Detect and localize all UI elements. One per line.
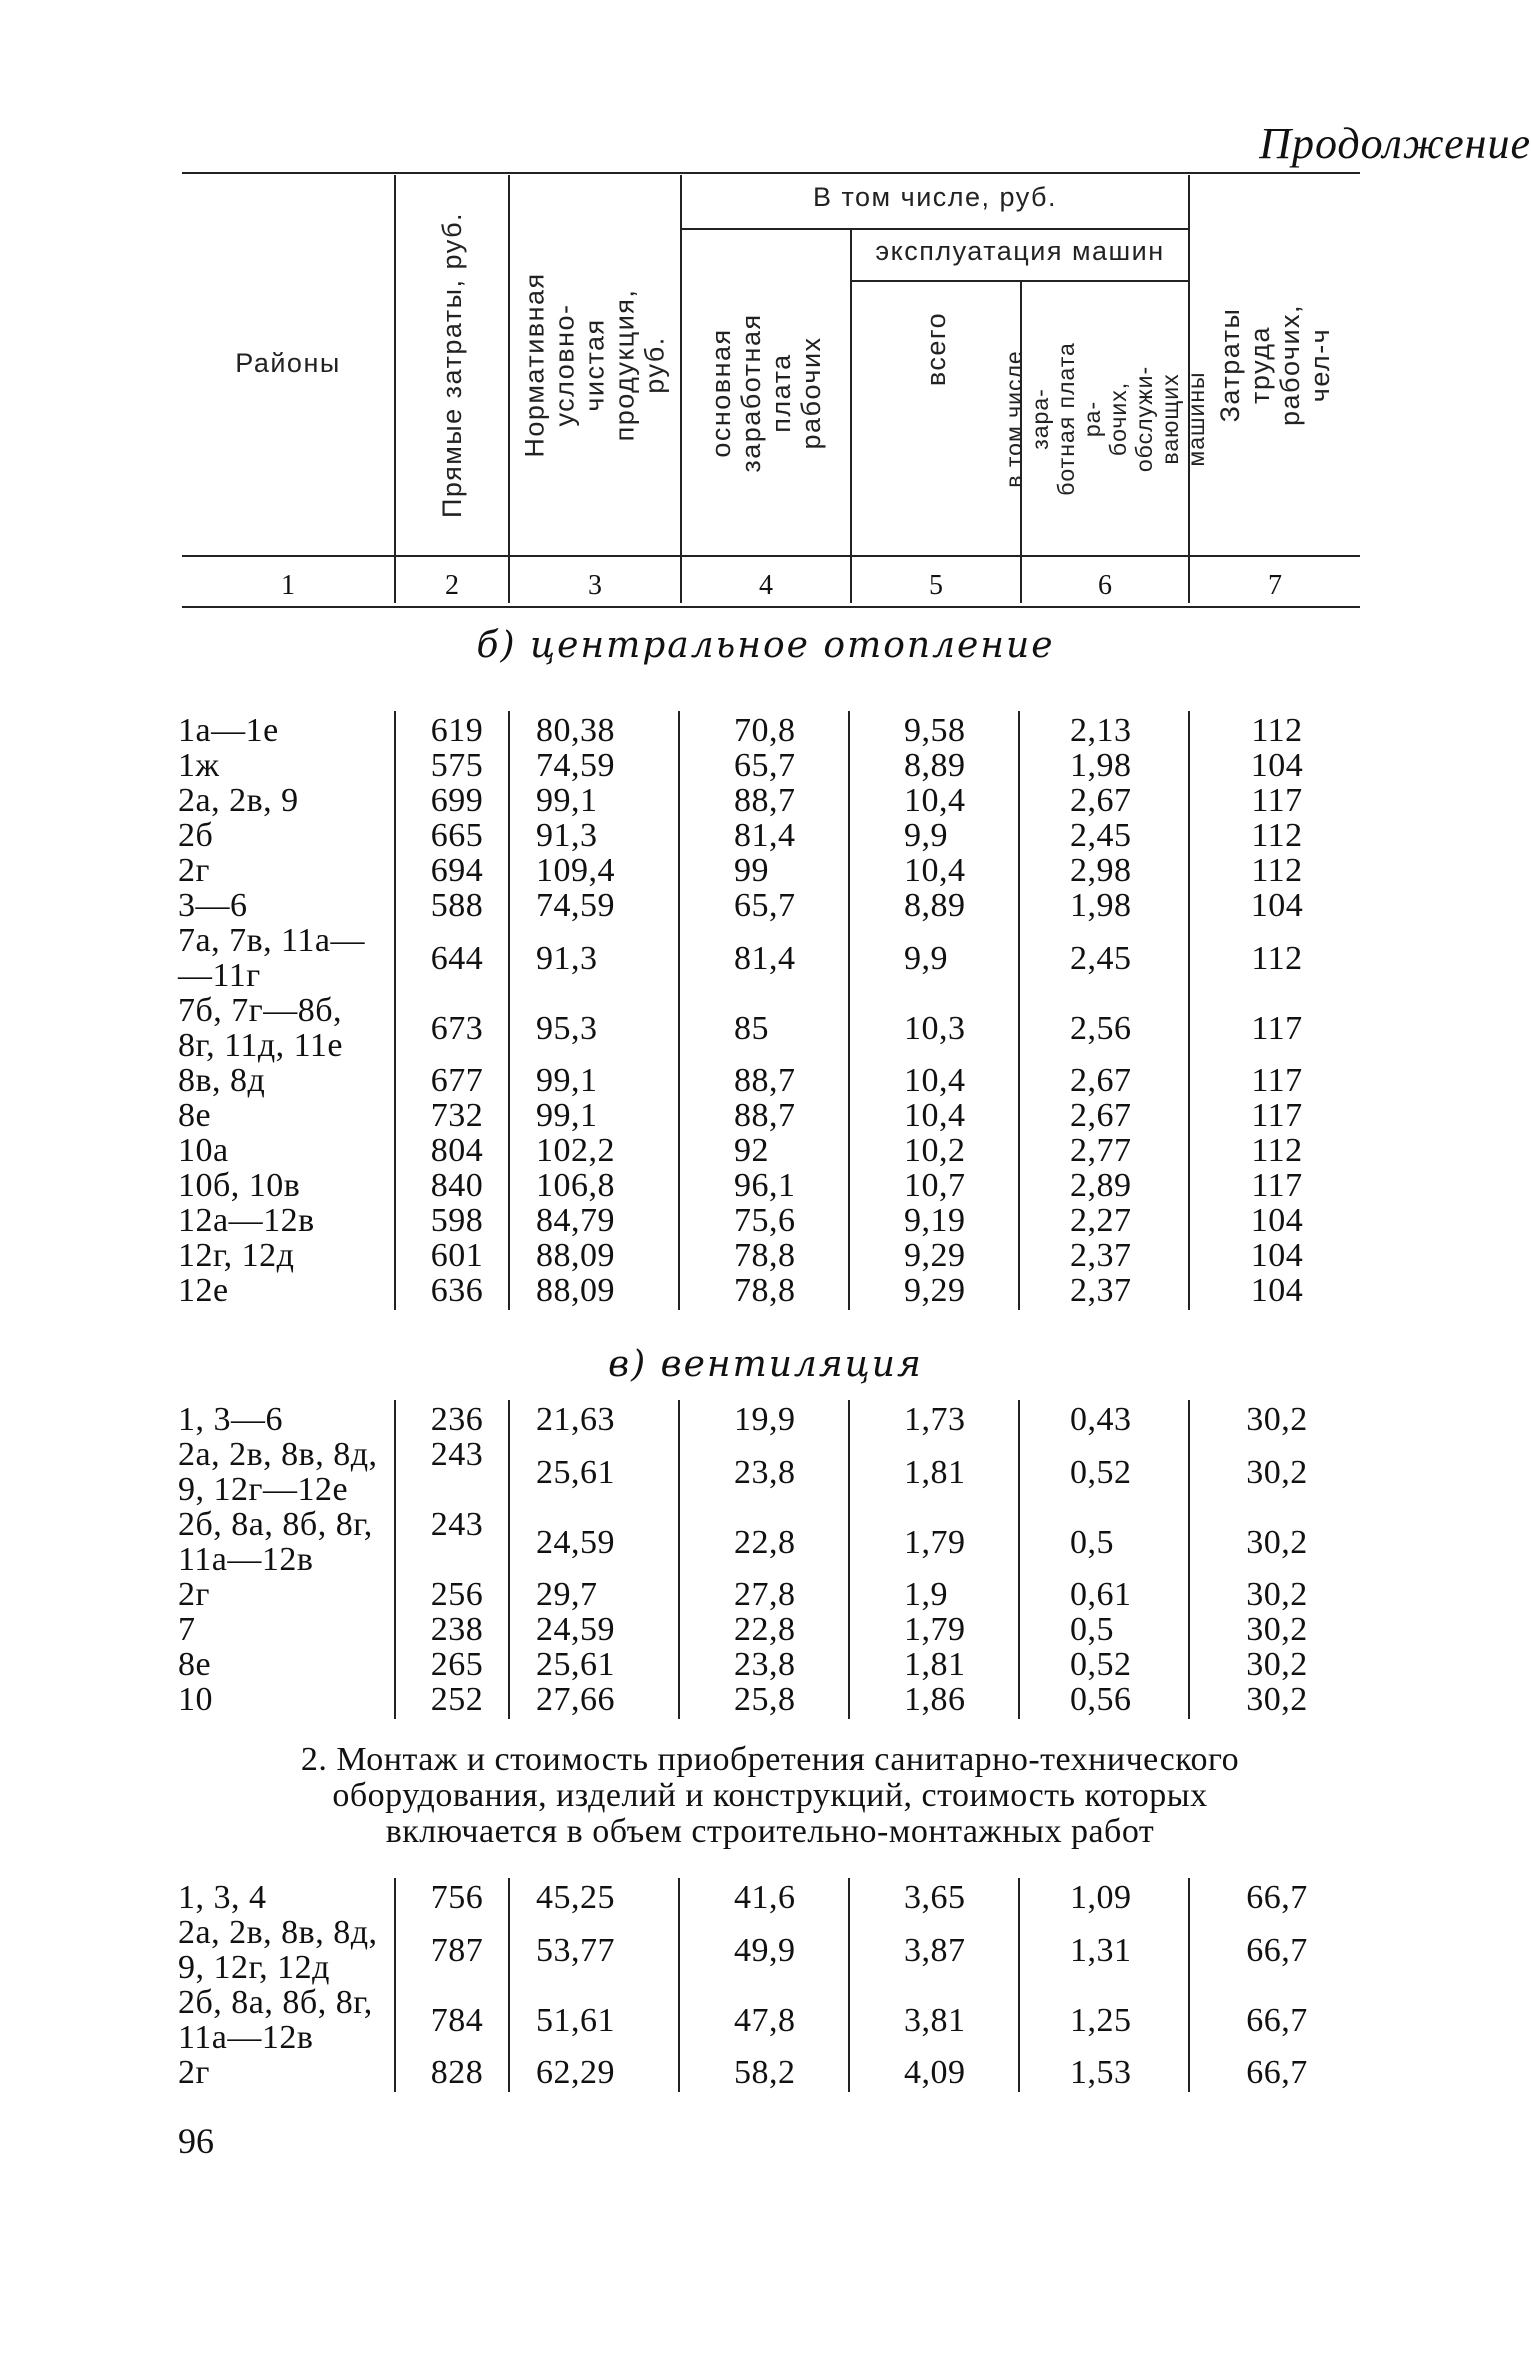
value-cell: 23,8 xyxy=(734,1453,796,1491)
value-cell: 112 xyxy=(1251,939,1303,977)
column-divider xyxy=(1018,1878,1020,2092)
value-cell: 1,9 xyxy=(904,1576,948,1613)
value-cell: 27,8 xyxy=(734,1576,796,1613)
value-cell: 91,3 xyxy=(536,939,598,977)
header-labor: Затраты труда рабочих, чел-ч xyxy=(1215,303,1335,427)
value-cell: 1,81 xyxy=(904,1453,966,1491)
table-row xyxy=(178,748,1360,783)
column-divider xyxy=(394,711,396,1310)
value-cell: 30,2 xyxy=(1246,1453,1308,1491)
column-divider xyxy=(1188,1400,1190,1719)
value-cell: 109,4 xyxy=(536,852,615,889)
value-cell: 117 xyxy=(1251,782,1303,819)
region-cell: 12а—12в xyxy=(178,1202,315,1239)
region-cell: 8в, 8д xyxy=(178,1062,266,1099)
table-top-rule xyxy=(182,172,1360,174)
region-cell: 2б, 8а, 8б, 8г, 11а—12в xyxy=(178,1984,373,2056)
value-cell: 2,27 xyxy=(1070,1202,1132,1239)
header-incl: В том числе, руб. xyxy=(812,182,1058,212)
value-cell: 10,4 xyxy=(904,1097,966,1134)
value-cell: 575 xyxy=(430,747,484,784)
value-cell: 10,4 xyxy=(904,1062,966,1099)
region-cell: 2б xyxy=(178,817,214,854)
value-cell: 99,1 xyxy=(536,782,598,819)
header-incl-wages: в том числе зара- ботная плата ра- бочих, обслужи- вающих машины xyxy=(1001,341,1209,496)
value-cell: 47,8 xyxy=(734,2001,796,2039)
value-cell: 30,2 xyxy=(1246,1681,1308,1718)
col-number: 6 xyxy=(1098,570,1112,601)
value-cell: 66,7 xyxy=(1246,2054,1308,2091)
value-cell: 106,8 xyxy=(536,1167,615,1204)
value-cell: 104 xyxy=(1250,1237,1304,1274)
value-cell: 0,52 xyxy=(1070,1646,1132,1683)
region-cell: 7б, 7г—8б, 8г, 11д, 11е xyxy=(178,992,343,1064)
value-cell: 75,6 xyxy=(734,1202,796,1239)
value-cell: 2,56 xyxy=(1070,1009,1132,1047)
region-cell: 3—6 xyxy=(178,887,248,924)
value-cell: 45,25 xyxy=(536,1879,615,1916)
table-row xyxy=(178,923,1360,993)
column-divider xyxy=(848,1878,850,2092)
value-cell: 104 xyxy=(1250,887,1304,924)
column-divider xyxy=(1018,711,1020,1310)
value-cell: 10,3 xyxy=(904,1009,966,1047)
table-row xyxy=(178,2055,1360,2090)
value-cell: 66,7 xyxy=(1246,1931,1308,1969)
value-cell: 112 xyxy=(1251,1132,1303,1169)
table-row xyxy=(178,713,1360,748)
value-cell: 104 xyxy=(1250,747,1304,784)
region-cell: 10 xyxy=(178,1681,213,1718)
value-cell: 70,8 xyxy=(734,712,796,749)
value-cell: 49,9 xyxy=(734,1931,796,1969)
value-cell: 1,98 xyxy=(1070,747,1132,784)
value-cell: 25,61 xyxy=(536,1646,615,1683)
value-cell: 1,09 xyxy=(1070,1879,1132,1916)
table-row xyxy=(178,1098,1360,1133)
value-cell: 2,77 xyxy=(1070,1132,1132,1169)
region-cell: 1ж xyxy=(178,747,220,784)
table-row xyxy=(178,1133,1360,1168)
value-cell: 104 xyxy=(1250,1202,1304,1239)
value-cell: 117 xyxy=(1251,1009,1303,1047)
table-row xyxy=(178,1063,1360,1098)
table-row xyxy=(178,853,1360,888)
value-cell: 27,66 xyxy=(536,1681,615,1718)
value-cell: 644 xyxy=(430,939,484,977)
page-number: 96 xyxy=(178,2121,214,2161)
table-row xyxy=(178,1402,1360,1437)
value-cell: 102,2 xyxy=(536,1132,615,1169)
value-cell: 95,3 xyxy=(536,1009,598,1047)
value-cell: 25,8 xyxy=(734,1681,796,1718)
table-row xyxy=(178,818,1360,853)
value-cell: 80,38 xyxy=(536,712,615,749)
table-heating xyxy=(178,713,1360,1308)
value-cell: 53,77 xyxy=(536,1931,615,1969)
value-cell: 74,59 xyxy=(536,887,615,924)
region-cell: 12е xyxy=(178,1272,229,1309)
value-cell: 112 xyxy=(1251,852,1303,889)
value-cell: 9,29 xyxy=(904,1237,966,1274)
value-cell: 99 xyxy=(734,852,769,889)
value-cell: 78,8 xyxy=(734,1272,796,1309)
value-cell: 8,89 xyxy=(904,747,966,784)
table-row xyxy=(178,1273,1360,1308)
value-cell: 252 xyxy=(430,1681,484,1718)
value-cell: 9,9 xyxy=(904,817,948,854)
value-cell: 243 xyxy=(430,1436,484,1473)
col-number: 7 xyxy=(1268,570,1282,601)
value-cell: 88,7 xyxy=(734,1097,796,1134)
value-cell: 62,29 xyxy=(536,2054,615,2091)
value-cell: 3,87 xyxy=(904,1931,966,1969)
table-row xyxy=(178,1647,1360,1682)
colnum-bottom-rule xyxy=(182,606,1360,608)
value-cell: 2,67 xyxy=(1070,1062,1132,1099)
region-cell: 2г xyxy=(178,2054,210,2091)
value-cell: 112 xyxy=(1251,712,1303,749)
value-cell: 1,86 xyxy=(904,1681,966,1718)
value-cell: 2,37 xyxy=(1070,1237,1132,1274)
region-cell: 2а, 2в, 8в, 8д, 9, 12г—12е xyxy=(178,1436,378,1508)
value-cell: 9,29 xyxy=(904,1272,966,1309)
value-cell: 665 xyxy=(430,817,484,854)
value-cell: 88,09 xyxy=(536,1237,615,1274)
value-cell: 828 xyxy=(430,2054,484,2091)
value-cell: 256 xyxy=(430,1576,484,1613)
table-row xyxy=(178,993,1360,1063)
value-cell: 636 xyxy=(430,1272,484,1309)
value-cell: 96,1 xyxy=(734,1167,796,1204)
value-cell: 9,9 xyxy=(904,939,948,977)
value-cell: 588 xyxy=(430,887,484,924)
value-cell: 30,2 xyxy=(1246,1401,1308,1438)
table-row xyxy=(178,888,1360,923)
column-divider xyxy=(848,1400,850,1719)
value-cell: 81,4 xyxy=(734,817,796,854)
header-total: всего xyxy=(921,311,952,386)
region-cell: 1а—1е xyxy=(178,712,279,749)
region-cell: 8е xyxy=(178,1646,212,1683)
value-cell: 21,63 xyxy=(536,1401,615,1438)
value-cell: 30,2 xyxy=(1246,1646,1308,1683)
value-cell: 0,52 xyxy=(1070,1453,1132,1491)
value-cell: 756 xyxy=(430,1879,484,1916)
value-cell: 117 xyxy=(1251,1097,1303,1134)
value-cell: 22,8 xyxy=(734,1611,796,1648)
value-cell: 0,5 xyxy=(1070,1523,1114,1561)
value-cell: 598 xyxy=(430,1202,484,1239)
value-cell: 3,81 xyxy=(904,2001,966,2039)
region-cell: 2а, 2в, 8в, 8д, 9, 12г, 12д xyxy=(178,1914,378,1986)
value-cell: 24,59 xyxy=(536,1611,615,1648)
value-cell: 10,4 xyxy=(904,782,966,819)
table-row xyxy=(178,1682,1360,1717)
value-cell: 601 xyxy=(430,1237,484,1274)
table-row xyxy=(178,1915,1360,1985)
column-divider xyxy=(508,1400,510,1719)
value-cell: 65,7 xyxy=(734,887,796,924)
value-cell: 4,09 xyxy=(904,2054,966,2091)
col-number: 4 xyxy=(759,570,773,601)
value-cell: 51,61 xyxy=(536,2001,615,2039)
table-row xyxy=(178,1507,1360,1577)
value-cell: 2,37 xyxy=(1070,1272,1132,1309)
value-cell: 238 xyxy=(430,1611,484,1648)
table-row xyxy=(178,783,1360,818)
region-cell: 10б, 10в xyxy=(178,1167,301,1204)
value-cell: 694 xyxy=(430,852,484,889)
value-cell: 1,31 xyxy=(1070,1931,1132,1969)
column-divider xyxy=(394,1400,396,1719)
value-cell: 88,09 xyxy=(536,1272,615,1309)
value-cell: 699 xyxy=(430,782,484,819)
value-cell: 88,7 xyxy=(734,1062,796,1099)
value-cell: 88,7 xyxy=(734,782,796,819)
value-cell: 673 xyxy=(430,1009,484,1047)
value-cell: 1,25 xyxy=(1070,2001,1132,2039)
value-cell: 112 xyxy=(1251,817,1303,854)
value-cell: 1,53 xyxy=(1070,2054,1132,2091)
section-title-heating: б) центральное отопление xyxy=(476,625,1055,666)
value-cell: 840 xyxy=(430,1167,484,1204)
value-cell: 0,56 xyxy=(1070,1681,1132,1718)
value-cell: 677 xyxy=(430,1062,484,1099)
region-cell: 2г xyxy=(178,1576,210,1613)
value-cell: 1,79 xyxy=(904,1523,966,1561)
value-cell: 30,2 xyxy=(1246,1523,1308,1561)
value-cell: 92 xyxy=(734,1132,769,1169)
value-cell: 85 xyxy=(734,1009,769,1047)
value-cell: 84,79 xyxy=(536,1202,615,1239)
value-cell: 787 xyxy=(430,1931,484,1969)
value-cell: 9,58 xyxy=(904,712,966,749)
value-cell: 265 xyxy=(430,1646,484,1683)
value-cell: 2,89 xyxy=(1070,1167,1132,1204)
region-cell: 7а, 7в, 11а— —11г xyxy=(178,922,365,994)
header-wages: основная заработная плата рабочих xyxy=(706,312,826,473)
value-cell: 1,79 xyxy=(904,1611,966,1648)
column-divider xyxy=(508,711,510,1310)
value-cell: 58,2 xyxy=(734,2054,796,2091)
value-cell: 784 xyxy=(430,2001,484,2039)
region-cell: 1, 3—6 xyxy=(178,1401,283,1438)
value-cell: 29,7 xyxy=(536,1576,598,1613)
column-divider xyxy=(394,1878,396,2092)
region-cell: 12г, 12д xyxy=(178,1237,295,1274)
value-cell: 9,19 xyxy=(904,1202,966,1239)
value-cell: 236 xyxy=(430,1401,484,1438)
table-ventilation xyxy=(178,1402,1360,1717)
table-row xyxy=(178,1612,1360,1647)
continued-label: Продолжение xyxy=(1259,119,1531,168)
value-cell: 243 xyxy=(430,1506,484,1543)
value-cell: 23,8 xyxy=(734,1646,796,1683)
value-cell: 104 xyxy=(1250,1272,1304,1309)
value-cell: 81,4 xyxy=(734,939,796,977)
value-cell: 2,67 xyxy=(1070,782,1132,819)
value-cell: 78,8 xyxy=(734,1237,796,1274)
value-cell: 41,6 xyxy=(734,1879,796,1916)
value-cell: 30,2 xyxy=(1246,1611,1308,1648)
value-cell: 117 xyxy=(1251,1062,1303,1099)
table-row xyxy=(178,1577,1360,1612)
value-cell: 10,2 xyxy=(904,1132,966,1169)
column-divider xyxy=(1188,1878,1190,2092)
value-cell: 1,81 xyxy=(904,1646,966,1683)
value-cell: 65,7 xyxy=(734,747,796,784)
region-cell: 1, 3, 4 xyxy=(178,1879,267,1916)
value-cell: 22,8 xyxy=(734,1523,796,1561)
value-cell: 1,98 xyxy=(1070,887,1132,924)
col-number: 3 xyxy=(588,570,602,601)
value-cell: 19,9 xyxy=(734,1401,796,1438)
column-divider xyxy=(678,1878,680,2092)
column-divider xyxy=(848,711,850,1310)
header-bottom-rule xyxy=(182,555,1360,557)
region-cell: 2г xyxy=(178,852,210,889)
value-cell: 2,98 xyxy=(1070,852,1132,889)
region-cell: 10а xyxy=(178,1132,229,1169)
column-divider xyxy=(678,1400,680,1719)
col-number: 5 xyxy=(929,570,943,601)
value-cell: 30,2 xyxy=(1246,1576,1308,1613)
table-row xyxy=(178,1168,1360,1203)
table-row xyxy=(178,1985,1360,2055)
value-cell: 99,1 xyxy=(536,1062,598,1099)
column-divider xyxy=(508,1878,510,2092)
header-normative: Нормативная условно- чистая продукция, руб. xyxy=(520,272,671,458)
header-region: Районы xyxy=(235,348,341,378)
value-cell: 2,67 xyxy=(1070,1097,1132,1134)
value-cell: 74,59 xyxy=(536,747,615,784)
region-cell: 2б, 8а, 8б, 8г, 11а—12в xyxy=(178,1506,373,1578)
table-row xyxy=(178,1880,1360,1915)
value-cell: 0,5 xyxy=(1070,1611,1114,1648)
region-cell: 7 xyxy=(178,1611,196,1648)
header-direct-costs: Прямые затраты, руб. xyxy=(437,211,467,519)
value-cell: 25,61 xyxy=(536,1453,615,1491)
region-cell: 2а, 2в, 9 xyxy=(178,782,299,819)
value-cell: 117 xyxy=(1251,1167,1303,1204)
value-cell: 24,59 xyxy=(536,1523,615,1561)
value-cell: 2,45 xyxy=(1070,817,1132,854)
value-cell: 2,13 xyxy=(1070,712,1132,749)
value-cell: 99,1 xyxy=(536,1097,598,1134)
section-title-ventilation: в) вентиляция xyxy=(608,1344,923,1385)
header-machines: эксплуатация машин xyxy=(875,236,1165,266)
table-row xyxy=(178,1437,1360,1507)
value-cell: 10,7 xyxy=(904,1167,966,1204)
value-cell: 0,43 xyxy=(1070,1401,1132,1438)
value-cell: 804 xyxy=(430,1132,484,1169)
region-cell: 8е xyxy=(178,1097,212,1134)
section-title-installation: 2. Монтаж и стоимость приобретения санитарно-технического оборудования, изделий и конструкций, стоимость которых включается в объем строительно-монтажных работ xyxy=(300,1741,1240,1850)
table-row xyxy=(178,1238,1360,1273)
column-divider xyxy=(1018,1400,1020,1719)
column-divider xyxy=(678,711,680,1310)
value-cell: 66,7 xyxy=(1246,1879,1308,1916)
value-cell: 1,73 xyxy=(904,1401,966,1438)
table-installation xyxy=(178,1880,1360,2090)
value-cell: 66,7 xyxy=(1246,2001,1308,2039)
value-cell: 2,45 xyxy=(1070,939,1132,977)
col-number: 2 xyxy=(445,570,459,601)
col-number: 1 xyxy=(281,570,295,601)
column-divider xyxy=(1188,711,1190,1310)
value-cell: 91,3 xyxy=(536,817,598,854)
value-cell: 0,61 xyxy=(1070,1576,1132,1613)
value-cell: 10,4 xyxy=(904,852,966,889)
value-cell: 3,65 xyxy=(904,1879,966,1916)
value-cell: 732 xyxy=(430,1097,484,1134)
value-cell: 619 xyxy=(430,712,484,749)
table-row xyxy=(178,1203,1360,1238)
value-cell: 8,89 xyxy=(904,887,966,924)
